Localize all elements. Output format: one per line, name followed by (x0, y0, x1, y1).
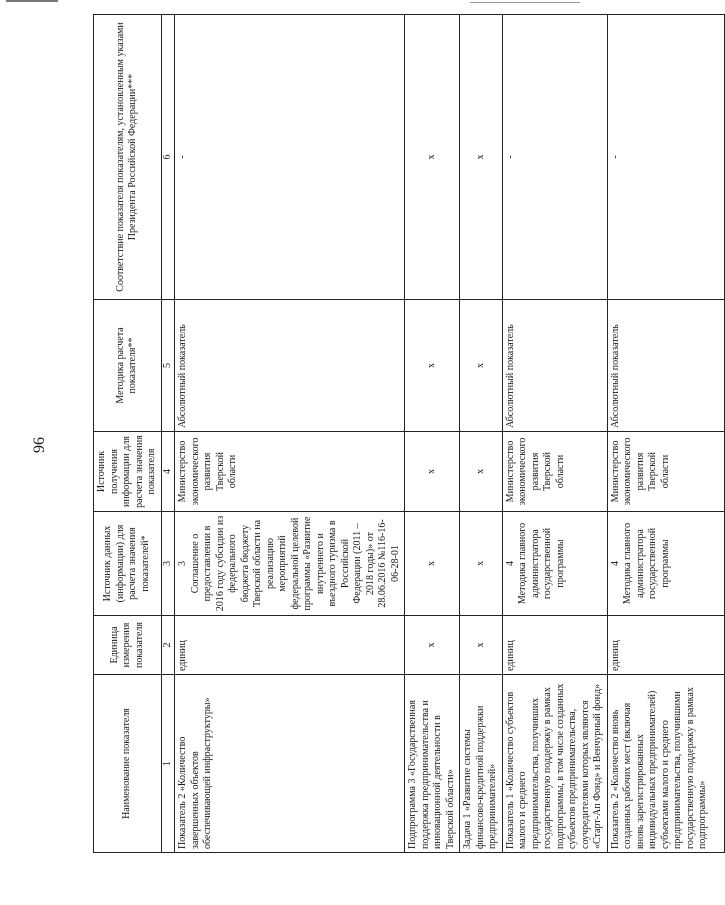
header-indicator-name: Наименование показателя (94, 675, 162, 853)
indicator-unit: единиц (175, 616, 405, 675)
column-number: 1 (161, 675, 175, 853)
table-row (405, 15, 460, 853)
header-compliance: Соответствие показателя показателям, установленным указами Президента Российской Федерации*** (94, 15, 162, 300)
indicator-source-data: 4 Методика главного администратора государственной программы (502, 512, 607, 616)
indicator-unit: единиц (607, 616, 724, 675)
indicator-source-info: Министерство экономического развития Тверской области (607, 432, 724, 512)
indicator-compliance: x (405, 15, 460, 300)
column-number: 6 (161, 15, 175, 300)
indicator-source-info: x (460, 432, 503, 512)
header-unit: Единица измерения показателя (94, 616, 162, 675)
indicator-compliance: - (175, 15, 405, 300)
header-source-data: Источник данных (информации) для расчета значения показателей* (94, 512, 162, 616)
column-number: 2 (161, 616, 175, 675)
indicator-source-info: Министерство экономического развития Тверской области (175, 432, 405, 512)
indicator-name: Показатель 2 «Количество завершенных объектов обеспечивающей инфраструктуры» (175, 675, 405, 853)
indicator-source-data: x (405, 512, 460, 616)
header-method: Методика расчета показателя** (94, 300, 162, 432)
indicator-name: Показатель 2 «Количество вновь созданных рабочих мест (включая вновь зарегистрированных индивидуальных предпринимателей) субъектами малого и среднего предпринимательства, получившими государственную поддержку в рамках подпрограммы» (607, 675, 724, 853)
indicator-compliance: - (607, 15, 724, 300)
indicator-unit: единиц (502, 616, 607, 675)
indicator-name: Задача 1 «Развитие системы финансово-кредитной поддержки предпринимателей» (460, 675, 503, 853)
header-source-info: Источник получения информации для расчета значения показателя (94, 432, 162, 512)
table-row (607, 15, 724, 853)
indicator-method: x (460, 300, 503, 432)
rotated-table-sheet (93, 0, 708, 897)
column-number: 5 (161, 300, 175, 432)
scan-edge-mark (6, 0, 58, 10)
indicator-source-data: 4 Методика главного администратора государственной программы (607, 512, 724, 616)
table-row (502, 15, 607, 853)
indicator-source-data: x (460, 512, 503, 616)
column-number: 3 (161, 512, 175, 616)
indicator-source-data: 3 Соглашение о предоставлении в 2016 году субсидии из федерального бюджета бюджету Тверской области на реализацию мероприятий федеральной целевой программы «Развитие внутреннего и въездного туризма в Российской Федерации (2011 – 2018 годы)» от 28.06.2016 №116-16-06-28-01 (175, 512, 405, 616)
indicator-unit: x (405, 616, 460, 675)
indicator-name: Подпрограмма 3 «Государственная поддержка предпринимательства и инновационной деятельности в Тверской области» (405, 675, 460, 853)
page-number: 96 (31, 437, 48, 453)
indicator-method: Абсолютный показатель (607, 300, 724, 432)
indicator-name: Показатель 1 «Количество субъектов малого и среднего предпринимательства, получивших государственную поддержку в рамках подпрограммы, в том числе созданных субъектов предпринимательства, соучредителями которых являются «Старт-Ап Фонд» и Венчурный фонд» (502, 675, 607, 853)
column-number: 4 (161, 432, 175, 512)
indicator-source-info: Министерство экономического развития Тверской области (502, 432, 607, 512)
indicator-compliance: - (502, 15, 607, 300)
indicator-method: x (405, 300, 460, 432)
indicators-table (93, 14, 725, 853)
indicator-method: Абсолютный показатель (502, 300, 607, 432)
table-row (460, 15, 503, 853)
indicator-compliance: x (460, 15, 503, 300)
indicator-method: Абсолютный показатель (175, 300, 405, 432)
indicator-unit: x (460, 616, 503, 675)
indicator-source-info: x (405, 432, 460, 512)
table-row (175, 15, 405, 853)
